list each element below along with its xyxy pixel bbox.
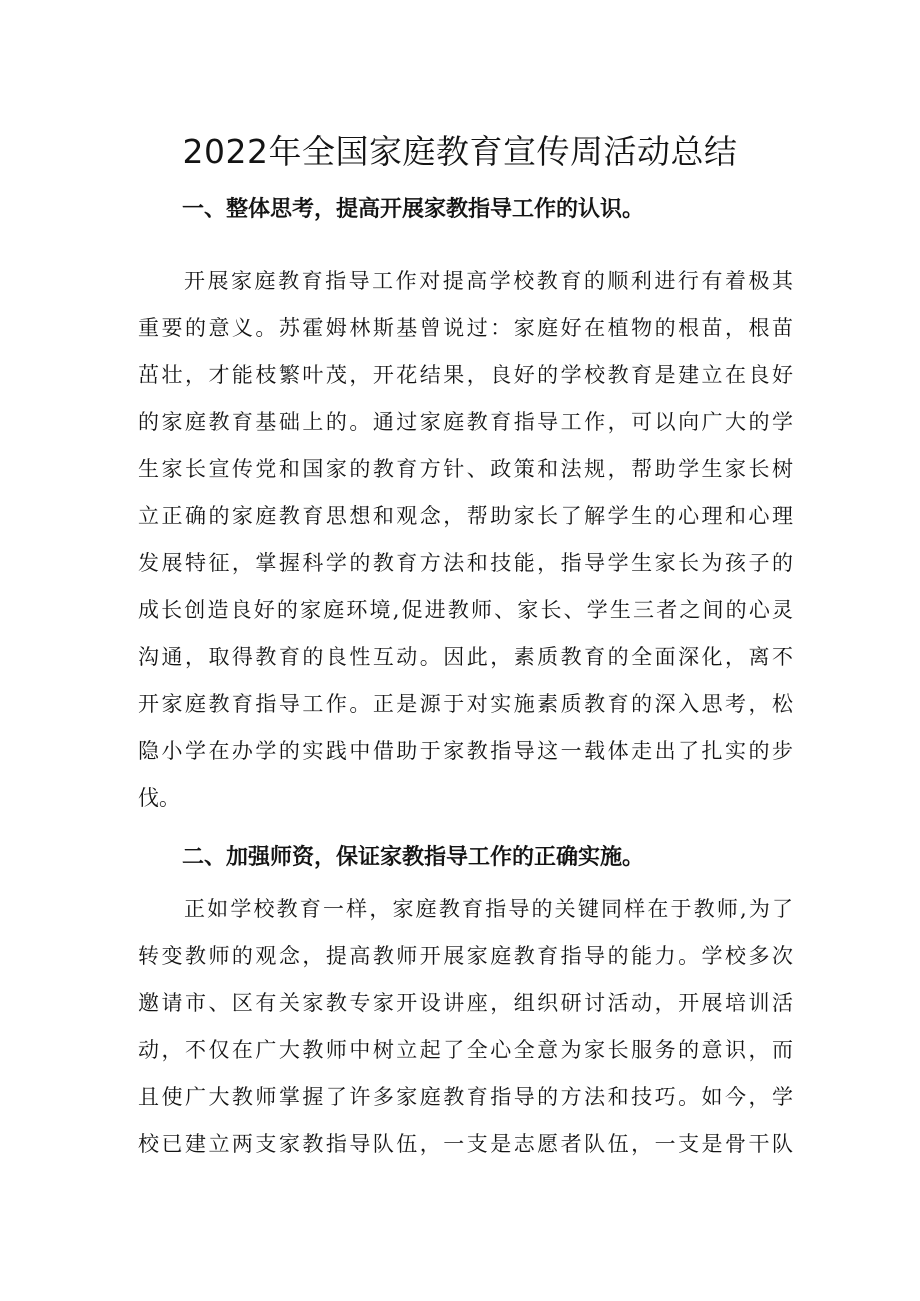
paragraph-line: 立正确的家庭教育思想和观念，帮助家长了解学生的心理和心理 (138, 504, 793, 528)
section-1-paragraph (138, 265, 793, 829)
paragraph-line: 动，不仅在广大教师中树立起了全心全意为家长服务的意识，而 (138, 1038, 793, 1062)
paragraph-line: 伐。 (138, 786, 180, 810)
paragraph-line: 正如学校教育一样，家庭教育指导的关键同样在于教师,为了 (184, 897, 793, 921)
paragraph-line: 隐小学在办学的实践中借助于家教指导这一载体走出了扎实的步 (138, 739, 793, 763)
paragraph-line: 校已建立两支家教指导队伍，一支是志愿者队伍，一支是骨干队 (138, 1132, 793, 1156)
paragraph-line: 邀请市、区有关家教专家开设讲座，组织研讨活动，开展培训活 (138, 991, 793, 1015)
section-heading-1: 一、整体思考，提高开展家教指导工作的认识。 (182, 197, 645, 222)
paragraph-line: 发展特征，掌握科学的教育方法和技能，指导学生家长为孩子的 (138, 551, 793, 575)
section-2-paragraph (138, 893, 793, 1175)
paragraph-line: 沟通，取得教育的良性互动。因此，素质教育的全面深化，离不 (138, 645, 793, 669)
paragraph-line: 重要的意义。苏霍姆林斯基曾说过：家庭好在植物的根苗，根苗 (138, 316, 793, 340)
paragraph-line: 转变教师的观念，提高教师开展家庭教育指导的能力。学校多次 (138, 944, 793, 968)
paragraph-line: 且使广大教师掌握了许多家庭教育指导的方法和技巧。如今，学 (138, 1085, 793, 1109)
paragraph-line: 生家长宣传党和国家的教育方针、政策和法规，帮助学生家长树 (138, 457, 793, 481)
paragraph-line: 成长创造良好的家庭环境,促进教师、家长、学生三者之间的心灵 (138, 598, 793, 622)
paragraph-line: 开展家庭教育指导工作对提高学校教育的顺利进行有着极其 (184, 269, 793, 293)
document-title: 2022年全国家庭教育宣传周活动总结 (182, 132, 738, 171)
section-heading-2: 二、加强师资，保证家教指导工作的正确实施。 (182, 845, 645, 870)
paragraph-line: 的家庭教育基础上的。通过家庭教育指导工作，可以向广大的学 (138, 410, 793, 434)
paragraph-line: 茁壮，才能枝繁叶茂，开花结果，良好的学校教育是建立在良好 (138, 363, 793, 387)
paragraph-line: 开家庭教育指导工作。正是源于对实施素质教育的深入思考，松 (138, 692, 793, 716)
